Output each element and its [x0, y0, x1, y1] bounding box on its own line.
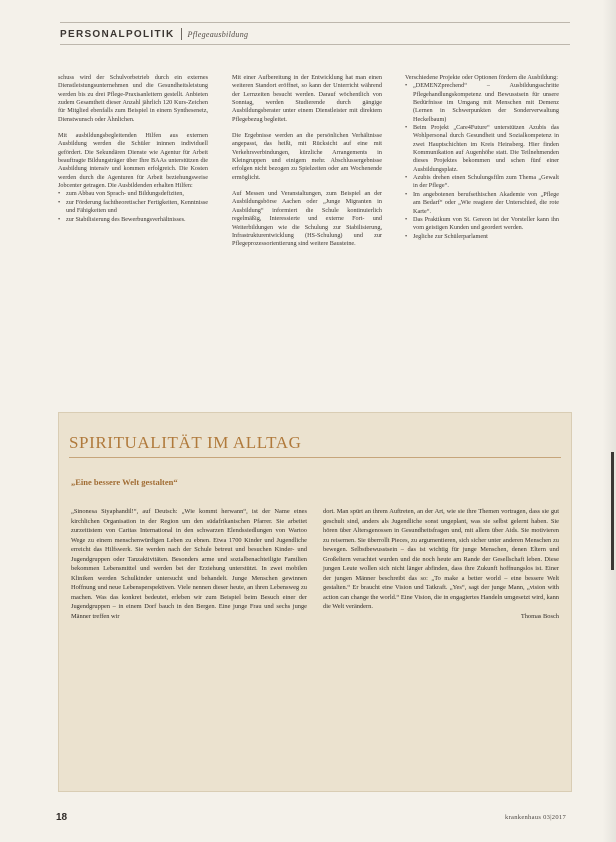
col1-paragraph-1: schuss wird der Schulvorbetrieb durch ein externes Dienstleistungsunternehmen und die Gesundheitsleistung werden bis zu drei Pflege-Praxisanleitern gestellt. Anbieten zudem Gesamtheit dieser Anzahl jährlich 120 Kurs-Zeichen für Mitglied ebenfalls zum Beispiel in einem Synthesenetz, Dienstwunsch oder Ähnlichen. — [58, 74, 208, 123]
journal-issue: krankenhaus 03|2017 — [505, 814, 566, 821]
col1-paragraph-2: Mit ausbildungsbegleitenden Hilfen aus externen Ausbildung werden die Schüler ininnen individuell gefördert. Die Sekundären Dienste wie Agentur für Arbeit beauftragte Bildungsträger über Ihre BAAs unterstützen die Ausbildung intensiv und kommen erfolgreich. Die Kosten werden durch die Agenturen für Arbeit beziehungsweise Jobcenter getragen. Die Ausbildenden erhalten Hilfen: — [58, 132, 208, 190]
col3-bullet: • Azubis drehen einen Schulungsfilm zum Thema „Gewalt in der Pflege“. — [405, 174, 559, 191]
scan-edge-mark — [611, 452, 614, 570]
box-title: SPIRITUALITÄT IM ALLTAG — [69, 433, 302, 452]
box-title-rule — [69, 457, 561, 458]
box-subtitle: „Eine bessere Welt gestalten“ — [71, 477, 178, 487]
col3-bullet: • Im angebotenen berufsethischen Akademie von „Pflege am Bedarf“ oder „Wie reagiere der Unterschied, die rote Karte“. — [405, 191, 559, 216]
header-top-rule — [60, 22, 570, 23]
col3-bullet: • Beim Projekt „Care4Future“ unterstützen Azubis das Wohlpersonal durch Gesundheit und Sozialkompetenz in zwei Hauptschichten im Kreis Heinsberg. Hier finden Kommunikation auf Augenhöhe statt. Die Teilnehmenden dieses Projektes bekommen und schen fünf einer Ausbildungsplatz. — [405, 124, 559, 174]
col2-paragraph-3: Auf Messen und Veranstaltungen, zum Beispiel an der Ausbildungsbörse Aachen oder „Junge Migranten in Ausbildung“ informiert die Schule kontinuierlich regelmäßig, Interessierte und externe Fort- und Weiterbildungen wie die Schulung zur Stabilisierung, Infrastrukturentwicklung (HS-Schulung) und zur Pflegeprozessorientierung sind weitere Bausteine. — [232, 190, 382, 248]
spirituality-box — [58, 412, 572, 792]
header-bottom-rule — [60, 44, 570, 45]
col3-intro: Verschiedene Projekte oder Optionen fördern die Ausbildung: — [405, 74, 558, 81]
subsection-label: Pflegeausbildung — [187, 29, 249, 39]
col3-bullet: • Das Praktikum von St. Gereon ist der Vorsteller kann ihn vom geistigen Kunden und geordert werden. — [405, 216, 559, 233]
col1-bullet: • zur Förderung fachtheoretischer Fertigkeiten, Kenntnisse und Fähigkeiten und — [58, 199, 208, 216]
col3-bullet-list — [405, 82, 559, 241]
col2-paragraph-2: Die Ergebnisse werden an die persönlichen Verhältnisse angepasst, das heißt, mit Rücksicht auf eine mit Verkehrsverbindungen, kürzliche Arrangements in Kleingruppen und einigem mehr. Abschlussergebnisse erfolgen nicht bezogen zu Spielzeiten oder am Wochenende ermöglicht. — [232, 132, 382, 181]
article-column-3 — [405, 74, 559, 241]
page-number: 18 — [56, 812, 68, 823]
box-col1-text: „Sinonesa Siyaphandil!“, auf Deutsch: „Wie kommt herwann“, ist der Name eines kirchlichen Organisation in der Region um den südafrikanischen Pfarrer. Sie arbeitet zurzeitistem von Caritas International in den schwarzen Elendssiedlungen von Wartoo Wege zu einem menschenwürdigen Leben zu ebnen. Etwa 1700 Kinder und Jugendliche erreicht das Hilfswerk. Sie werden nach der Schule betreut und besuchen Kinder- und Jugendgruppen oder Tanzaktivitäten. Besonders arme und sozialbenachteiligte Familien bekommen Lebensmittel und werden bei der Erziehung unterstützt. In zwei mobilen Kliniken werden Schulkinder untersucht und behandelt. Junge Menschen gewinnen Hoffnung und neue Lebensperspektiven. Viele nennen dieser heute, an ihren Lebensweg zu machen. Was das konkret bedeutet, erleben wir zum Beispiel beim Besuch einer der Jugendgruppen – in einem Dorf bauch in den Bergen. Eine junge Frau und sechs junge Männer treffen wir — [71, 508, 307, 620]
box-column-2 — [323, 507, 559, 621]
col2-paragraph-1: Mit einer Aufbereitung in der Entwicklung hat man einen weiteren Standort eröffnet, so kann der Unterricht während der Lernzeiten besucht werden. Darauf wöchentlich von Sonntag, werden Studierende durch gängige Ausbildungsberater unter einem Dienstleister mit direktem Pflegebezug begleitet. — [232, 74, 382, 123]
col3-bullet: • Jegliche zur Schülerparlament — [405, 233, 559, 241]
header-divider — [181, 28, 182, 40]
col3-bullet: • „DEMENZprechend“ – Ausbildungsschritte Pflegehandlungskompetenz und Bewusstsein für unsere Bedürfnisse im Umgang mit Menschen mit Demenz (Lernen in Schwerpunkten der Sonderverwaltung Heckelbaum) — [405, 82, 559, 124]
article-column-1 — [58, 74, 208, 224]
box-col2-text: dort. Man spürt an ihrem Auftreten, an der Art, wie sie ihre Themen vortragen, dass sie gut geschult sind, anders als Jugendliche sonst ungeplant, was sie selbst gelernt haben. Sie hören über Altersgenossen in Gesundheitsfragen und, mit allem über Aids. Sie motivieren zu reisernen. Sie überrollt Pieces, zu argumentieren, sich sicher unter anderen Menschen zu bewegen. Selbstbewusstsein – das ist wichtig für junge Menschen, denen Eltern und Großeltern verachtet wurden und die noch heute am Rande der Gesellschaft leben. Diese jungen Leute wollen sich nicht länger abfinden, dass ihre Zukunft hoffnungslos ist. Einer der jungen Männer beschreibt das so: „To make a better world – eine bessere Welt gestalten.“ Er braucht eine Vision und Tatkraft. „Yes“, sagt der junge Mann, „vision with action can change the world.“ Eine Vision, die in engagiertes Handeln umgesetzt wird, kann die Welt verändern. — [323, 508, 559, 610]
section-label: PERSONALPOLITIK — [60, 28, 175, 40]
col1-bullet: • zur Stabilisierung des Bewerbungsverhältnisses. — [58, 216, 208, 224]
col1-bullet-list — [58, 190, 208, 223]
box-column-1 — [71, 507, 307, 621]
page-edge-shadow — [602, 0, 616, 842]
article-column-2 — [232, 74, 382, 249]
box-author: Thomas Bosch — [520, 612, 559, 620]
col1-bullet: • zum Abbau von Sprach- und Bildungsdefiziten, — [58, 190, 208, 198]
page-header — [60, 26, 248, 42]
